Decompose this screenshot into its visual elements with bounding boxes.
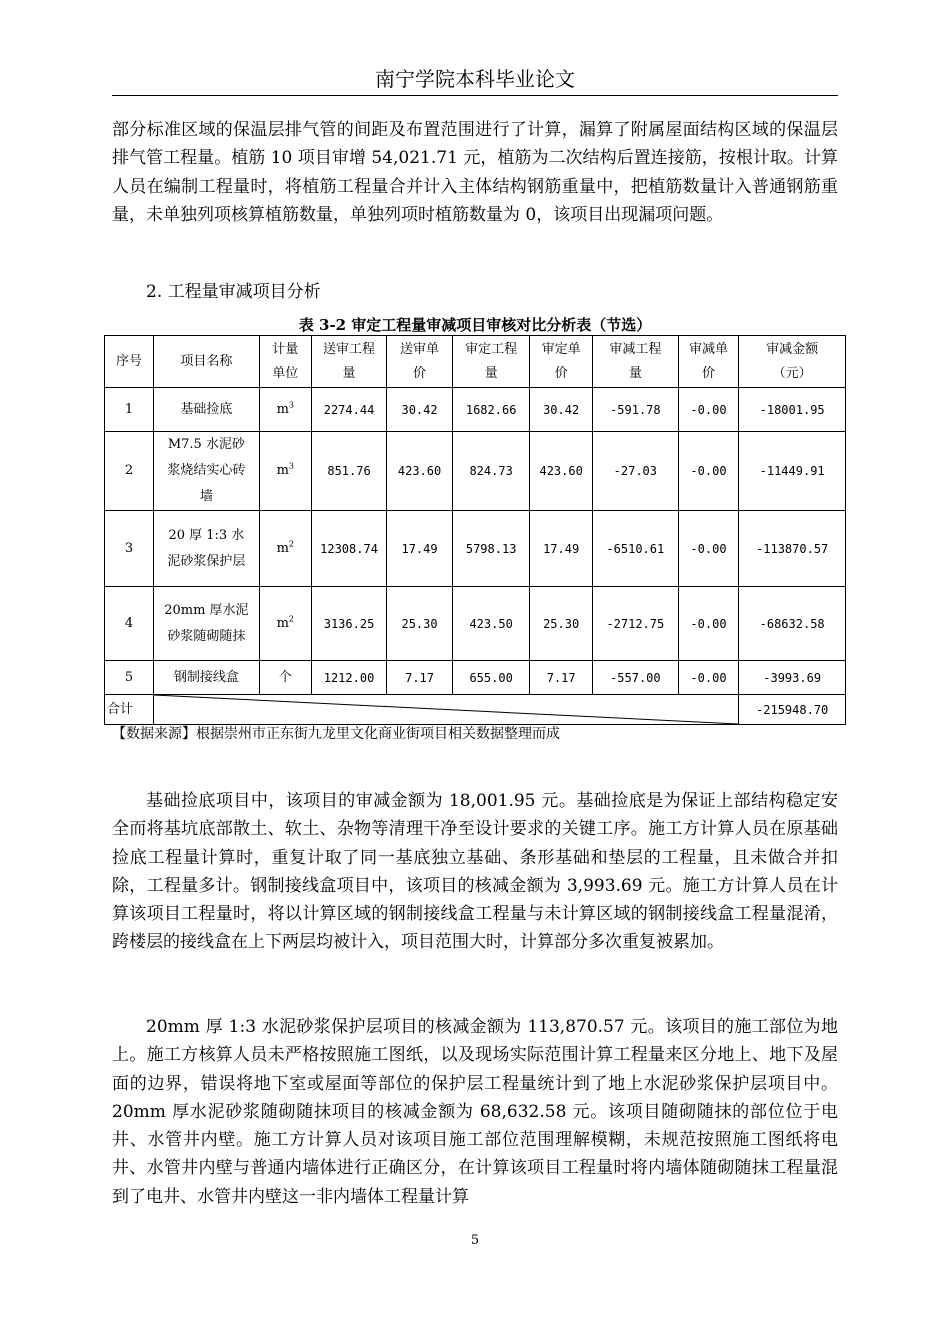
table-cell-reduced-amount: -68632.58 xyxy=(739,587,846,661)
unit-exponent: 2 xyxy=(288,614,294,624)
table-cell-approved-price: 25.30 xyxy=(530,587,593,661)
table-cell-reduced-amount: -11449.91 xyxy=(739,432,846,511)
table-cell-name: 钢制接线盒 xyxy=(154,661,260,695)
page-header: 南宁学院本科毕业论文 xyxy=(375,67,575,91)
paragraph-2: 基础捡底项目中，该项目的审减金额为 18,001.95 元。基础捡底是为保证上部结构稳定安全而将基坑底部散土、软土、杂物等清理干净至设计要求的关键工序。施工方计算人员在原基础捡底工程量计算时，重复计取了同一基底独立基础、条形基础和垫层的工程量，且未做合并扣除，工程量多计。钢制接线盒项目中，该项目的核减金额为 3,993.69 元。施工方计算人员在计算该项目工程量时，将以计算区域的钢制接线盒工程量与未计算区域的钢制接线盒工程量混淆，跨楼层的接线盒在上下两层均被计入，项目范围大时，计算部分多次重复被累加。 xyxy=(112,791,838,953)
header-cell: 审减工程 量 xyxy=(593,336,679,388)
table-cell-submitted-qty: 2274.44 xyxy=(311,388,386,432)
table-cell-approved-qty: 655.00 xyxy=(452,661,529,695)
header-cell: 审定单 价 xyxy=(530,336,593,388)
diagonal-slash xyxy=(154,695,738,724)
table-header-row xyxy=(105,336,846,388)
table-cell-reduced-price: -0.00 xyxy=(678,388,739,432)
header-cell: 项目名称 xyxy=(154,336,260,388)
table-cell-submitted-qty: 1212.00 xyxy=(311,661,386,695)
audit-table xyxy=(104,335,846,725)
table-row xyxy=(105,587,846,661)
table-cell-unit: $m^3$ xyxy=(259,432,311,511)
table-cell-reduced-qty: -591.78 xyxy=(593,388,679,432)
total-row xyxy=(105,695,846,725)
total-label: 合计 xyxy=(105,695,154,725)
table-cell-name: M7.5 水泥砂浆烧结实心砖墙 xyxy=(154,432,260,511)
table-cell-approved-price: 17.49 xyxy=(530,511,593,587)
table-cell-unit: $m^3$ xyxy=(259,388,311,432)
table-cell-approved-qty: 423.50 xyxy=(452,587,529,661)
total-blank-cell xyxy=(154,695,739,725)
table-cell-approved-qty: 5798.13 xyxy=(452,511,529,587)
table-cell-approved-price: 30.42 xyxy=(530,388,593,432)
header-cell: 送审单 价 xyxy=(387,336,453,388)
table-row xyxy=(105,511,846,587)
table-cell-unit: 个 xyxy=(259,661,311,695)
table-cell-no: 3 xyxy=(105,511,154,587)
paragraph-3: 20mm 厚 1:3 水泥砂浆保护层项目的核减金额为 113,870.57 元。该项目的施工部位为地上。施工方核算人员未严格按照施工图纸，以及现场实际范围计算工程量来区分地上、地下及屋面的边界，错误将地下室或屋面等部位的保护层工程量统计到了地上水泥砂浆保护层项目中。20mm 厚水泥砂浆随砌随抹项目的核减金额为 68,632.58 元。该项目随砌随抹的部位位于电井、水管井内壁。施工方计算人员对该项目施工部位范围理解模糊，未规范按照施工图纸将电井、水管井内壁与普通内墙体进行正确区分，在计算该项目工程量时将内墙体随砌随抹工程量混到了电井、水管井内壁这一非内墙体工程量计算 xyxy=(112,1017,838,1207)
table-cell-submitted-qty: 851.76 xyxy=(311,432,386,511)
table-cell-reduced-price: -0.00 xyxy=(678,432,739,511)
table-cell-submitted-price: 423.60 xyxy=(387,432,453,511)
table-cell-submitted-qty: 3136.25 xyxy=(311,587,386,661)
table-cell-reduced-qty: -27.03 xyxy=(593,432,679,511)
unit-exponent: 3 xyxy=(288,461,294,471)
page-number: 5 xyxy=(470,1233,480,1248)
table-row xyxy=(105,661,846,695)
table-cell-reduced-amount: -3993.69 xyxy=(739,661,846,695)
total-amount: -215948.70 xyxy=(739,695,846,725)
table-row xyxy=(105,388,846,432)
data-source-note: 【数据来源】根据崇州市正东街九龙里文化商业街项目相关数据整理而成 xyxy=(112,726,560,742)
table-cell-submitted-price: 25.30 xyxy=(387,587,453,661)
header-cell: 审减金额 （元） xyxy=(739,336,846,388)
table-cell-name: 基础捡底 xyxy=(154,388,260,432)
table-cell-approved-price: 423.60 xyxy=(530,432,593,511)
table-cell-reduced-price: -0.00 xyxy=(678,511,739,587)
table-cell-reduced-qty: -557.00 xyxy=(593,661,679,695)
table-cell-no: 1 xyxy=(105,388,154,432)
table-row xyxy=(105,432,846,511)
table-cell-unit: $m^2$ xyxy=(259,587,311,661)
table-cell-approved-qty: 824.73 xyxy=(452,432,529,511)
table-cell-reduced-amount: -113870.57 xyxy=(739,511,846,587)
table-cell-no: 4 xyxy=(105,587,154,661)
table-cell-submitted-price: 17.49 xyxy=(387,511,453,587)
table-caption: 表 3-2 审定工程量审减项目审核对比分析表（节选） xyxy=(298,316,652,334)
table-cell-no: 2 xyxy=(105,432,154,511)
table-cell-reduced-qty: -6510.61 xyxy=(593,511,679,587)
section-subheading: 2. 工程量审减项目分析 xyxy=(146,282,321,302)
header-cell: 送审工程 量 xyxy=(311,336,386,388)
table-cell-name: 20mm 厚水泥砂浆随砌随抹 xyxy=(154,587,260,661)
table-cell-reduced-price: -0.00 xyxy=(678,587,739,661)
header-rule xyxy=(112,95,838,96)
table-cell-approved-qty: 1682.66 xyxy=(452,388,529,432)
header-cell: 审减单 价 xyxy=(678,336,739,388)
paragraph-1: 部分标准区域的保温层排气管的间距及布置范围进行了计算，漏算了附属屋面结构区域的保温层排气管工程量。植筋 10 项目审增 54,021.71 元，植筋为二次结构后置连接筋，按根计取。计算人员在编制工程量时，将植筋工程量合并计入主体结构钢筋重量中，把植筋数量计入普通钢筋重量，未单独列项核算植筋数量，单独列项时植筋数量为 0，该项目出现漏项问题。 xyxy=(112,120,838,225)
table-cell-name: 20 厚 1:3 水泥砂浆保护层 xyxy=(154,511,260,587)
header-cell: 计量 单位 xyxy=(259,336,311,388)
table-cell-submitted-qty: 12308.74 xyxy=(311,511,386,587)
table-cell-submitted-price: 7.17 xyxy=(387,661,453,695)
table-cell-submitted-price: 30.42 xyxy=(387,388,453,432)
header-cell: 审定工程 量 xyxy=(452,336,529,388)
header-cell: 序号 xyxy=(105,336,154,388)
unit-exponent: 3 xyxy=(288,400,294,410)
table-cell-reduced-amount: -18001.95 xyxy=(739,388,846,432)
unit-exponent: 2 xyxy=(288,539,294,549)
table-cell-reduced-qty: -2712.75 xyxy=(593,587,679,661)
table-cell-unit: $m^2$ xyxy=(259,511,311,587)
table-cell-reduced-price: -0.00 xyxy=(678,661,739,695)
table-cell-no: 5 xyxy=(105,661,154,695)
table-cell-approved-price: 7.17 xyxy=(530,661,593,695)
